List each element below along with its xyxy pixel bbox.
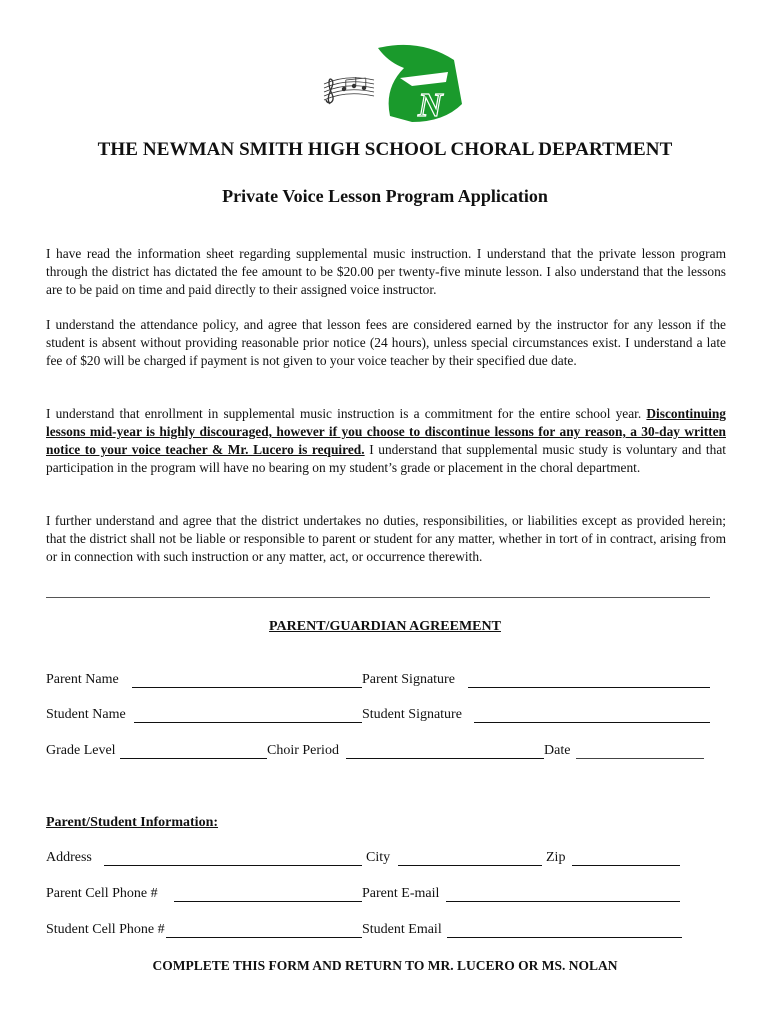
student-email-field[interactable] <box>447 937 682 938</box>
agreement-heading: PARENT/GUARDIAN AGREEMENT <box>269 619 501 634</box>
parent-name-field[interactable] <box>132 687 362 688</box>
info-heading: Parent/Student Information: <box>46 815 219 830</box>
student-signature-field[interactable] <box>474 722 710 723</box>
student-signature-label: Student Signature <box>362 707 462 722</box>
student-name-label: Student Name <box>46 707 126 722</box>
paragraph-attendance: I understand the attendance policy, and agree that lesson fees are considered earned by the instructor for any lesson if the student is absent without providing reasonable prior notice (24 hours), unless special circumstances exist. I understand a late fee of $20 will be charged if payment is not given to your voice teacher by their specified due date. <box>46 317 726 368</box>
page-subtitle: Private Voice Lesson Program Application <box>222 186 548 206</box>
footer-instruction: COMPLETE THIS FORM AND RETURN TO MR. LUCERO OR MS. NOLAN <box>152 958 618 973</box>
parent-cell-field[interactable] <box>174 901 362 902</box>
school-logo <box>316 42 466 124</box>
paragraph-fees: I have read the information sheet regarding supplemental music instruction. I understand that the private lesson program through the district has dictated the fee amount to be $20.00 per twenty-five minute lesson. I also understand that the lessons are to be paid on time and paid directly to their assigned voice instructor. <box>46 246 726 297</box>
parent-signature-label: Parent Signature <box>362 672 455 687</box>
address-field[interactable] <box>104 865 362 866</box>
paragraph-liability: I further understand and agree that the district undertakes no duties, responsibilities, or liabilities except as provided herein; that the district shall not be liable or responsible to parent or student for any matter, whether in tort of in contract, arising from or in connection with such instruction or any matter, act, or occurrence therewith. <box>46 513 726 564</box>
grade-level-label: Grade Level <box>46 743 116 758</box>
commitment-text-start: I understand that enrollment in supplemental music instruction is a commitment for the entire school year. <box>46 406 642 421</box>
choir-period-field[interactable] <box>346 758 544 759</box>
student-email-label: Student Email <box>362 922 442 937</box>
date-label: Date <box>544 743 571 758</box>
zip-label: Zip <box>546 850 566 865</box>
parent-cell-label: Parent Cell Phone # <box>46 886 158 901</box>
spartan-n-icon <box>378 45 462 124</box>
student-cell-label: Student Cell Phone # <box>46 922 165 937</box>
address-label: Address <box>46 850 92 865</box>
parent-name-label: Parent Name <box>46 672 119 687</box>
logo-letter: N <box>418 87 443 124</box>
date-field[interactable] <box>576 758 704 759</box>
choir-period-label: Choir Period <box>267 743 339 758</box>
city-field[interactable] <box>398 865 542 866</box>
student-name-field[interactable] <box>134 722 362 723</box>
city-label: City <box>366 850 391 865</box>
discontinue-notice: Discontinuing lessons mid-year is highly discouraged, however if you choose to discontinue lessons for any reason, a 30-day written notice to your voice teacher & Mr. Lucero is required. <box>46 406 726 457</box>
page-title: THE NEWMAN SMITH HIGH SCHOOL CHORAL DEPARTMENT <box>97 139 673 160</box>
divider <box>46 597 710 598</box>
parent-email-field[interactable] <box>446 901 680 902</box>
parent-signature-field[interactable] <box>468 687 710 688</box>
student-cell-field[interactable] <box>166 937 362 938</box>
paragraph-commitment <box>46 405 726 477</box>
grade-level-field[interactable] <box>120 758 267 759</box>
music-notes-icon <box>324 77 374 104</box>
parent-email-label: Parent E-mail <box>362 886 440 901</box>
zip-field[interactable] <box>572 865 680 866</box>
commitment-text-end: I understand that supplemental music study is voluntary and that participation in the program will have no bearing on my student’s grade or placement in the choral department. <box>46 442 726 475</box>
